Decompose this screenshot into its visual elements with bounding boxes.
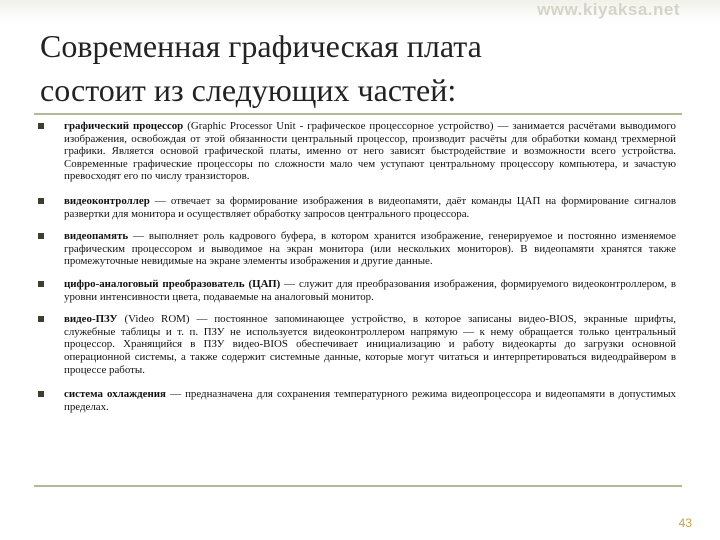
term-cooling-system: система охлаждения xyxy=(64,388,166,401)
square-bullet-icon xyxy=(38,316,44,322)
term-gpu: графический процессор xyxy=(64,120,184,132)
description-dac: — служит для преобразования изображения, формируемого видеоконтроллером, в уровни интенсивности цвета, подаваемые на аналоговый монитор. xyxy=(64,277,676,303)
square-bullet-icon xyxy=(38,281,44,287)
term-dac: цифро-аналоговый преобразователь (ЦАП) xyxy=(64,277,281,290)
component-list xyxy=(38,120,676,413)
title-divider xyxy=(34,113,682,115)
term-video-memory: видеопамять xyxy=(64,230,129,243)
description-gpu: (Graphic Processor Unit - графическое процессорное устройство) — занимается расчётами выводимого изображения, освобождая от этой обязанности центральный процессор, производит расчёты для обработки команд трехмерной графики. Является основой графической платы, именно от него зависят быстродействие и возможности всего устройства. Современные графические процессоры по сложности мало чем уступают центральному процессору компьютера, и зачастую превосходят его по числу транзисторов. xyxy=(64,120,676,183)
list-item-video-rom xyxy=(38,313,676,376)
square-bullet-icon xyxy=(38,233,44,239)
page-number: 43 xyxy=(678,516,692,530)
description-video-controller: — отвечает за формирование изображения в видеопамяти, даёт команды ЦАП на формирование сигналов развертки для монитора и осуществляет обработку запросов центрального процессора. xyxy=(64,194,676,220)
description-video-memory: — выполняет роль кадрового буфера, в котором хранится изображение, генерируемое и постоянно изменяемое графическим процессором и выводимое на экран монитора (или нескольких мониторов). В видеопамяти хранятся также промежуточные невидимые на экране элементы изображения и другие данные. xyxy=(64,230,676,268)
term-video-controller: видеоконтроллер xyxy=(64,194,150,207)
list-item-video-memory xyxy=(38,230,676,268)
square-bullet-icon xyxy=(38,123,44,129)
description-cooling-system: — предназначена для сохранения температурного режима видеопроцессора и видеопамяти в допустимых пределах. xyxy=(64,388,676,413)
slide-title-line-2: состоит из следующих частей: xyxy=(40,72,457,108)
list-item-dac xyxy=(38,278,676,303)
square-bullet-icon xyxy=(38,391,44,397)
slide-title xyxy=(40,24,680,112)
list-item-cooling-system xyxy=(38,388,676,413)
description-video-rom: (Video ROM) — постоянное запоминающее устройство, в которое записаны видео-BIOS, экранные шрифты, служебные таблицы и т. п. ПЗУ не используется видеоконтроллером напрямую — к нему обращается только центральный процессор. Хранящийся в ПЗУ видео-BIOS обеспечивает инициализацию и работу видеокарты до загрузки основной операционной системы, а также содержит системные данные, которые могут читаться и интерпретироваться видеодрайвером в процессе работы. xyxy=(64,313,676,376)
site-watermark: www.kiyaksa.net xyxy=(537,0,680,19)
list-item-video-controller xyxy=(38,195,676,220)
footer-divider xyxy=(34,485,682,487)
square-bullet-icon xyxy=(38,198,44,204)
slide-title-line-1: Современная графическая плата xyxy=(40,28,482,64)
list-item-gpu xyxy=(38,120,676,183)
term-video-rom: видео-ПЗУ xyxy=(64,313,118,326)
